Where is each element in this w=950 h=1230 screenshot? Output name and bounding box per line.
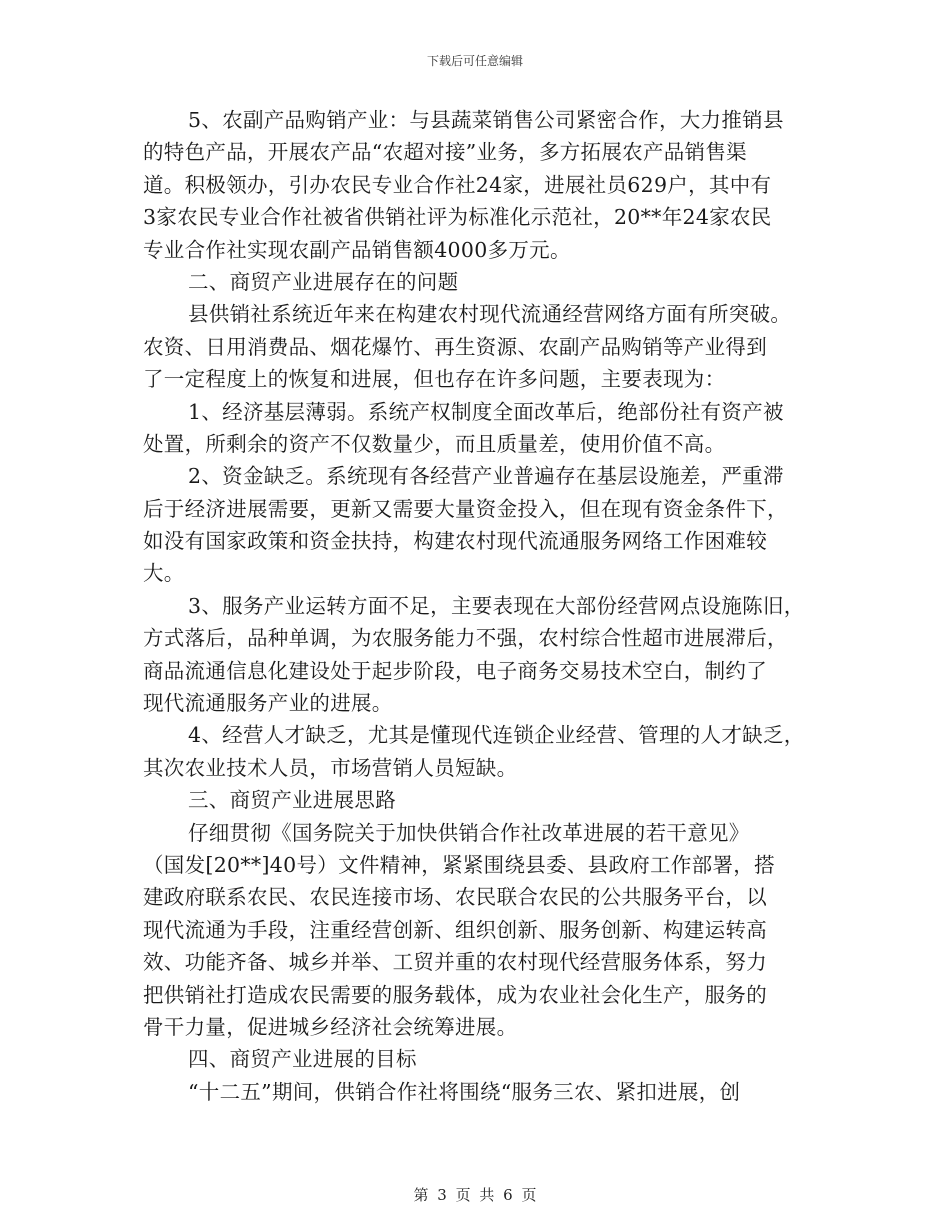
- text-line: 5、农副产品购销产业：与县蔬菜销售公司紧密合作，大力推销县: [188, 108, 784, 132]
- text-line: 二、商贸产业进展存在的问题: [188, 269, 459, 294]
- text-line: 如没有国家政策和资金扶持，构建农村现代流通服务网络工作困难较: [143, 529, 767, 554]
- text-line: 商品流通信息化建设处于起步阶段，电子商务交易技术空白，制约了: [143, 658, 767, 683]
- text-line: 现代流通为手段，注重经营创新、组织创新、服务创新、构建运转高: [143, 917, 767, 942]
- text-line: 3、服务产业运转方面不足，主要表现在大部份经营网点设施陈旧，: [188, 593, 805, 618]
- text-line: 建政府联系农民、农民连接市场、农民联合农民的公共服务平台，以: [143, 885, 767, 910]
- text-line: 后于经济进展需要，更新又需要大量资金投入，但在现有资金条件下，: [143, 496, 788, 521]
- text-line: 2、资金缺乏。系统现有各经营产业普遍存在基层设施差，严重滞: [188, 464, 784, 489]
- document-body: [143, 104, 815, 1108]
- text-line: 的特色产品，开展农产品“农超对接”业务，多方拓展农产品销售渠: [143, 140, 747, 165]
- page-footer: 第 3 页 共 6 页: [413, 1186, 537, 1204]
- text-line: （国发[20**]40号）文件精神，紧紧围绕县委、县政府工作部署，搭: [143, 852, 775, 877]
- text-line: 现代流通服务产业的进展。: [143, 691, 393, 716]
- text-line: 了一定程度上的恢复和进展，但也存在许多问题，主要表现为：: [143, 367, 726, 392]
- text-line: 专业合作社实现农副产品销售额4000多万元。: [143, 237, 571, 262]
- text-line: 道。积极领办，引办农民专业合作社24家，进展社员629户，其中有: [143, 172, 772, 197]
- text-line: “十二五”期间，供销合作社将围绕“服务三农、紧扣进展，创: [188, 1079, 741, 1104]
- text-line: 三、商贸产业进展思路: [188, 788, 396, 813]
- text-line: 3家农民专业合作社被省供销社评为标准化示范社，20**年24家农民: [143, 205, 772, 230]
- text-line: 方式落后，品种单调，为农服务能力不强，农村综合性超市进展滞后，: [143, 626, 788, 651]
- text-line: 1、经济基层薄弱。系统产权制度全面改革后，绝部份社有资产被: [188, 399, 784, 424]
- text-line: 四、商贸产业进展的目标: [188, 1047, 417, 1072]
- page-header: 下载后可任意编辑: [426, 54, 523, 68]
- text-line: 其次农业技术人员，市场营销人员短缺。: [143, 755, 518, 780]
- text-line: 处置，所剩余的资产不仅数量少，而且质量差，使用价值不高。: [143, 431, 726, 456]
- text-line: 仔细贯彻《国务院关于加快供销合作社改革进展的若干意见》: [188, 820, 750, 845]
- text-line: 把供销社打造成农民需要的服务载体，成为农业社会化生产，服务的: [143, 982, 767, 1007]
- text-line: 效、功能齐备、城乡并举、工贸并重的农村现代经营服务体系，努力: [143, 950, 767, 975]
- text-line: 县供销社系统近年来在构建农村现代流通经营网络方面有所突破。: [188, 302, 792, 327]
- text-line: 农资、日用消费品、烟花爆竹、再生资源、农副产品购销等产业得到: [143, 334, 767, 359]
- text-line: 4、经营人才缺乏，尤其是懂现代连锁企业经营、管理的人才缺乏，: [188, 723, 805, 748]
- text-line: 大。: [143, 561, 185, 586]
- text-line: 骨干力量，促进城乡经济社会统筹进展。: [143, 1014, 518, 1039]
